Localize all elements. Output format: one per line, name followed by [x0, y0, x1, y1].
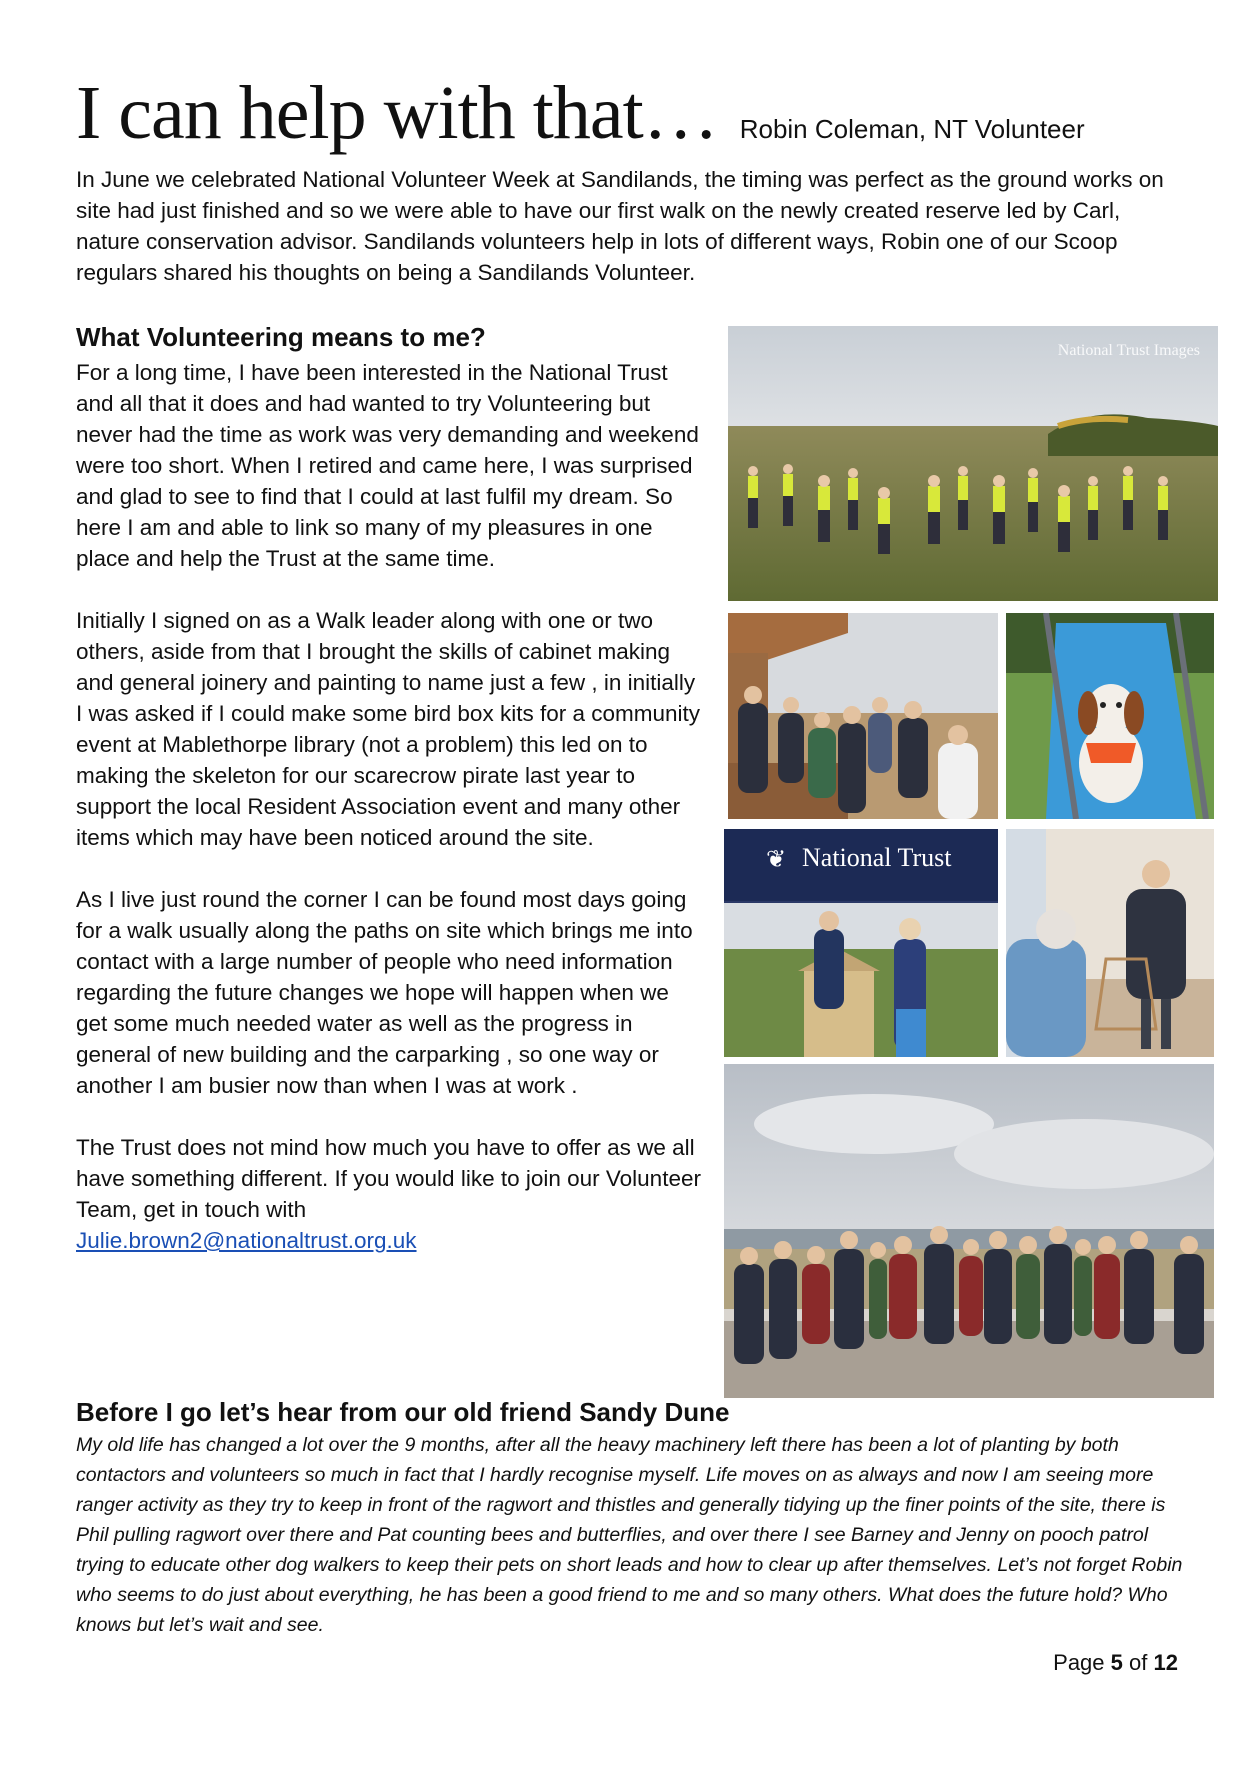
page-title: I can help with that…: [76, 71, 718, 155]
author-byline: Robin Coleman, NT Volunteer: [739, 114, 1085, 144]
page-number: [1053, 1650, 1178, 1676]
photo-credit: National Trust Images: [1057, 342, 1200, 359]
paragraph: Initially I signed on as a Walk leader along with one or two others, aside from that I brought the skills of cabinet making and general joinery and painting to name just a few , in initially I was asked if I could make some bird box kits for a community event at Mablethorpe library (not a problem) this led on to making the skeleton for our scarecrow pirate last year to support the local Resident Association event and many other items which may have been noticed around the site.: [76, 608, 700, 850]
oak-leaf-icon: ❦: [766, 846, 787, 873]
sandy-dune-paragraph: My old life has changed a lot over the 9 months, after all the heavy machinery left there has been a lot of planting by both contactors and volunteers so much in fact that I hardly recognise myself. Life moves on as always and now I am seeing more ranger activity as they try to keep in front of the ragwort and thistles and generally tidying up the finer points of the site, there is Phil pulling ragwort over there and Pat counting bees and butterflies, and over there I see Barney and Jenny on pooch patrol trying to educate other dog walkers to keep their pets on short leads and how to clear up after themselves. Let’s not forget Robin who seems to do just about everything, he has been a good friend to me and so many others. What does the future hold? Who knows but let’s wait and see.: [76, 1434, 1183, 1636]
photo-group-viewing-platform-image: [724, 1064, 1214, 1398]
photo-indoor-making: [1006, 829, 1214, 1057]
section-heading-volunteering: What Volunteering means to me?: [76, 322, 486, 352]
email-link[interactable]: Julie.brown2@nationaltrust.org.uk: [76, 1228, 417, 1253]
page-total: 12: [1153, 1650, 1178, 1675]
intro-paragraph: In June we celebrated National Volunteer Week at Sandilands, the timing was perfect as the ground works on site had just finished and so we were able to have our first walk on the newly created reserve led by Carl, nature conservation advisor. Sandilands volunteers help in lots of different ways, Robin one of our Scoop regulars shared his thoughts on being a Sandilands Volunteer.: [76, 167, 1164, 285]
page-current: 5: [1110, 1650, 1123, 1675]
photo-nt-gazebo-birdbox: [724, 829, 998, 1057]
photo-dog-deckchair-image: [1006, 613, 1214, 819]
section-heading-sandy-dune: Before I go let’s hear from our old friend Sandy Dune: [76, 1397, 730, 1427]
closing-paragraph: [76, 1132, 706, 1256]
volunteering-text-column: [76, 357, 706, 1287]
photo-volunteers-planting-image: [728, 326, 1218, 601]
photo-indoor-making-image: [1006, 829, 1214, 1057]
title-row: [76, 70, 1186, 165]
photo-dog-deckchair: [1006, 613, 1214, 819]
photo-volunteers-planting: [728, 326, 1218, 601]
paragraph: As I live just round the corner I can be found most days going for a walk usually along the paths on site which brings me into contact with a large number of people who need information regarding the future changes we hope will happen when we get some much needed water as well as the progress in general of new building and the carparking , so one way or another I am busier now than when I was at work .: [76, 887, 693, 1098]
page-of: of: [1129, 1650, 1148, 1675]
nt-banner-text: National Trust: [802, 843, 952, 872]
photo-group-viewing-platform: [724, 1064, 1214, 1398]
paragraph: For a long time, I have been interested in the National Trust and all that it does and had wanted to try Volunteering but never had the time as work was very demanding and weekend were too short. When I retired and came here, I was surprised and glad to see to find that I could at last fulfil my dream. So here I am and able to link so many of my pleasures in one place and help the Trust at the same time.: [76, 360, 699, 571]
page-label: Page: [1053, 1650, 1105, 1675]
photo-walk-group-shelter-image: [728, 613, 998, 819]
closing-text: The Trust does not mind how much you have to offer as we all have something different. If you would like to join our Volunteer Team, get in touch with: [76, 1135, 701, 1222]
photo-walk-group-shelter: [728, 613, 998, 819]
nt-gazebo-banner: [724, 829, 998, 901]
